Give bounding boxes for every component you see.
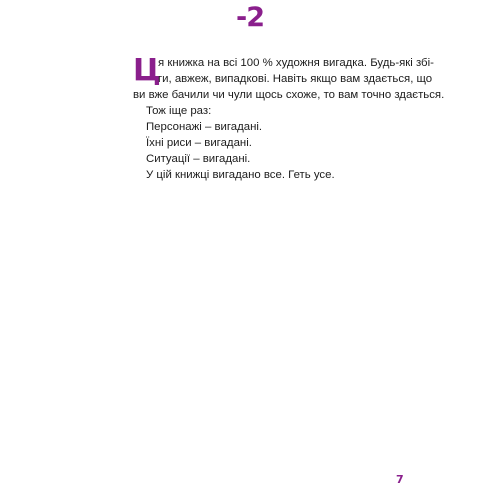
paragraph: Персонажі – вигадані. — [146, 121, 263, 133]
drop-cap: Ц — [133, 53, 161, 88]
paragraph: Тож іще раз: — [146, 105, 212, 117]
intro-line-2: ги, авжеж, випадкові. Навіть якщо вам здається, що — [158, 73, 433, 85]
chapter-number: -2 — [236, 2, 264, 33]
body-text — [133, 53, 445, 183]
intro-line-3: ви вже бачили чи чули щось схоже, то вам точно здається. — [133, 89, 445, 101]
intro-line-1: я книжка на всі 100 % художня вигадка. Будь-які збі- — [158, 57, 434, 69]
paragraph: У цій книжці вигадано все. Геть усе. — [146, 169, 335, 181]
paragraph: Ситуації – вигадані. — [146, 153, 251, 165]
page-number: 7 — [396, 473, 404, 486]
paragraph: Їхні риси – вигадані. — [146, 137, 252, 149]
